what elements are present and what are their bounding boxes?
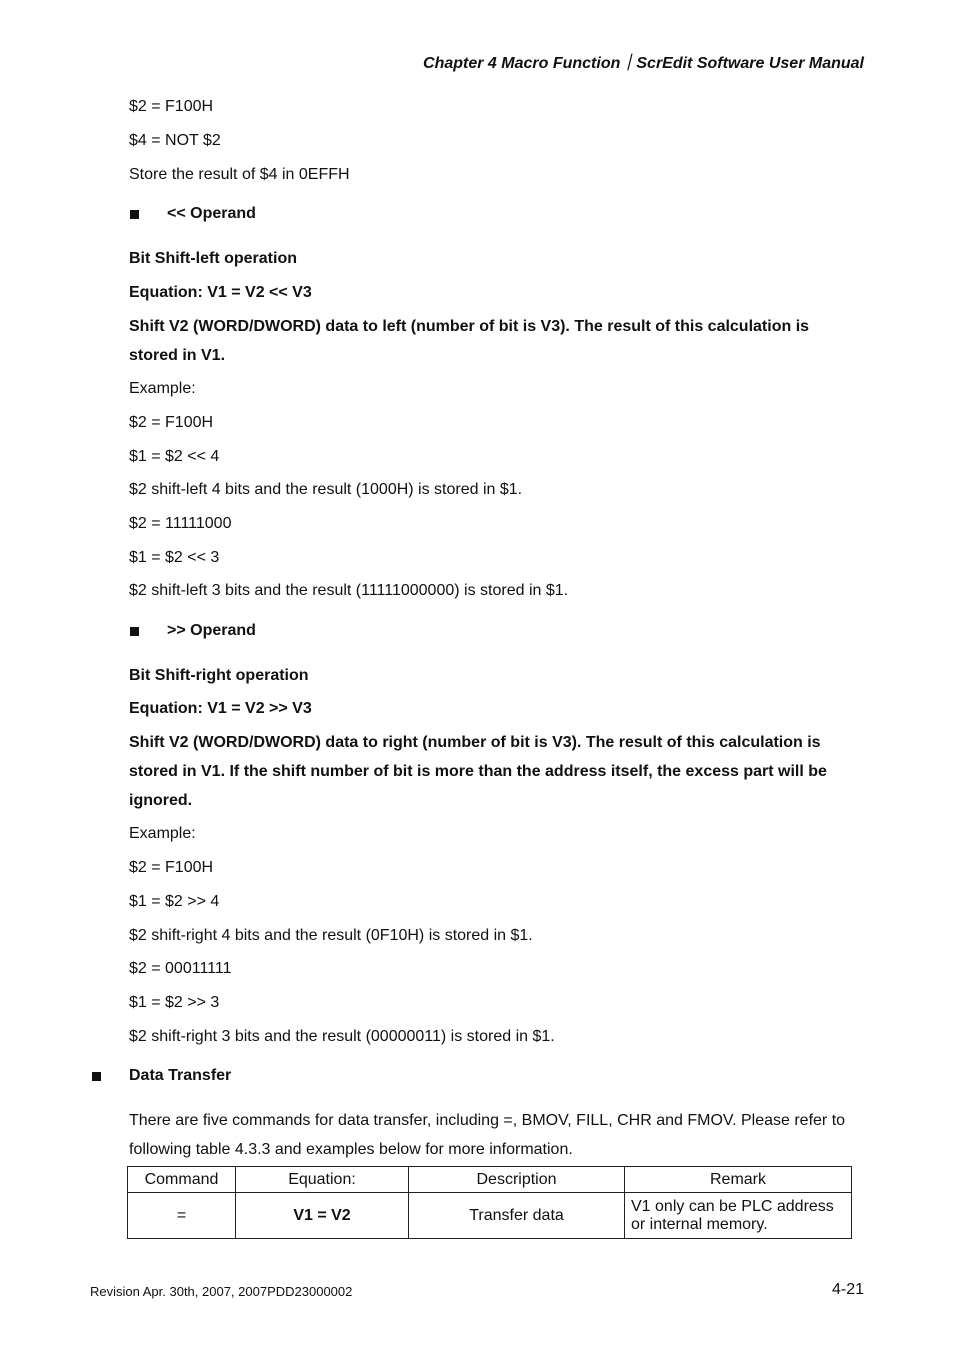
example-line: $1 = $2 >> 4 bbox=[129, 893, 220, 910]
section-bullet-data-transfer: Data Transfer bbox=[129, 1067, 232, 1084]
transfer-intro: There are five commands for data transfer, including =, BMOV, FILL, CHR and FMOV. Please refer to following table 4.3.3 and examples below for more information. bbox=[129, 1112, 846, 1158]
footer-revision: Revision Apr. 30th, 2007, 2007PDD23000002 bbox=[90, 1284, 353, 1299]
square-bullet-icon bbox=[130, 627, 139, 636]
text-line: $2 = F100H bbox=[129, 98, 214, 115]
table-header-row bbox=[128, 1167, 852, 1193]
example-line: $2 shift-left 3 bits and the result (11111000000) is stored in $1. bbox=[129, 582, 569, 599]
example-line: $2 = 11111000 bbox=[129, 515, 232, 532]
table-row bbox=[128, 1193, 852, 1239]
section-bullet-shift-left: << Operand bbox=[167, 205, 256, 222]
page-number: 4-21 bbox=[831, 1281, 864, 1298]
equation: Equation: V1 = V2 << V3 bbox=[129, 284, 312, 301]
example-line: $2 = F100H bbox=[129, 414, 214, 431]
column-header: Command bbox=[128, 1167, 236, 1193]
table-cell-command: = bbox=[128, 1193, 236, 1239]
example-line: $2 shift-left 4 bits and the result (1000H) is stored in $1. bbox=[129, 481, 523, 498]
column-header: Equation: bbox=[236, 1167, 409, 1193]
example-line: $2 = F100H bbox=[129, 859, 214, 876]
example-label: Example: bbox=[129, 825, 196, 842]
table-cell-remark: V1 only can be PLC address or internal memory. bbox=[625, 1193, 852, 1239]
column-header: Remark bbox=[625, 1167, 852, 1193]
square-bullet-icon bbox=[92, 1072, 101, 1081]
text-line: Store the result of $4 in 0EFFH bbox=[129, 166, 350, 183]
example-label: Example: bbox=[129, 380, 196, 397]
data-transfer-table bbox=[127, 1166, 852, 1239]
section-heading: Bit Shift-right operation bbox=[129, 667, 309, 684]
description: Shift V2 (WORD/DWORD) data to left (number of bit is V3). The result of this calculation is stored in V1. bbox=[129, 318, 810, 364]
square-bullet-icon bbox=[130, 210, 139, 219]
example-line: $1 = $2 << 3 bbox=[129, 549, 220, 566]
section-bullet-shift-right: >> Operand bbox=[167, 622, 256, 639]
text-line: $4 = NOT $2 bbox=[129, 132, 221, 149]
example-line: $2 shift-right 3 bits and the result (00000011) is stored in $1. bbox=[129, 1028, 555, 1045]
example-line: $1 = $2 >> 3 bbox=[129, 994, 220, 1011]
example-line: $1 = $2 << 4 bbox=[129, 448, 220, 465]
example-line: $2 = 00011111 bbox=[129, 960, 232, 977]
table-cell-equation: V1 = V2 bbox=[236, 1193, 409, 1239]
section-heading: Bit Shift-left operation bbox=[129, 250, 297, 267]
page-header: Chapter 4 Macro Function｜ScrEdit Software User Manual bbox=[423, 55, 864, 72]
description: Shift V2 (WORD/DWORD) data to right (number of bit is V3). The result of this calculation is stored in V1. If the shift number of bit is more than the address itself, the excess part will be ignored. bbox=[129, 734, 827, 809]
column-header: Description bbox=[409, 1167, 625, 1193]
table-cell-description: Transfer data bbox=[409, 1193, 625, 1239]
example-line: $2 shift-right 4 bits and the result (0F10H) is stored in $1. bbox=[129, 927, 533, 944]
equation: Equation: V1 = V2 >> V3 bbox=[129, 700, 312, 717]
